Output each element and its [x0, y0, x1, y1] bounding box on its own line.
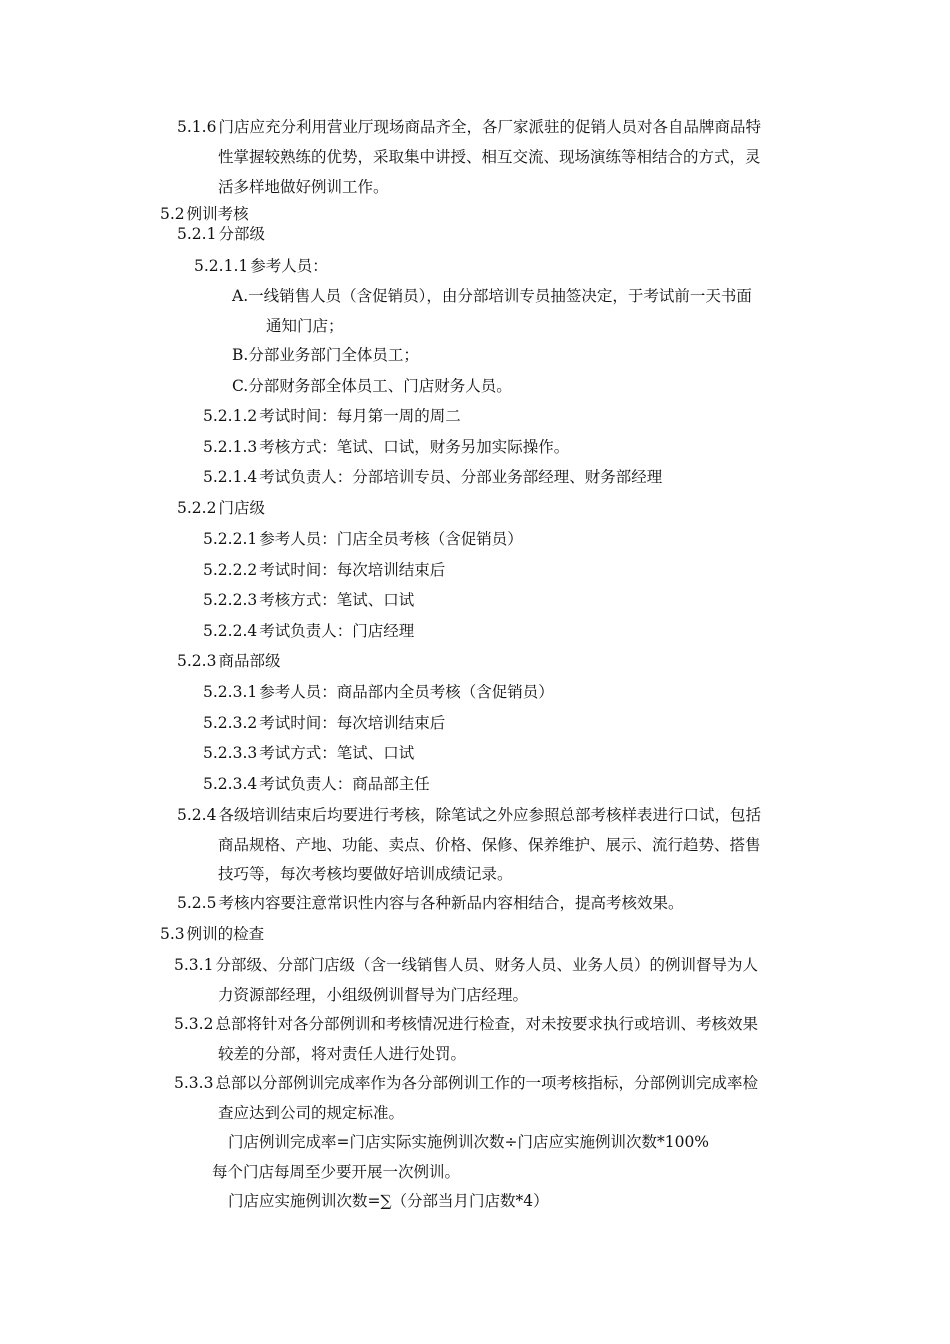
- clause-text: 查应达到公司的规定标准。: [218, 1104, 405, 1122]
- clause-text: 考试时间：每次培训结束后: [259, 561, 446, 579]
- clause-number: 5.2.3.1: [203, 683, 258, 701]
- weekly-requirement: [212, 1162, 460, 1182]
- clause-text: 分部级、分部门店级（含一线销售人员、财务人员、业务人员）的例训督导为人: [215, 956, 758, 974]
- clause-5-1-6-cont-1: [218, 147, 761, 167]
- clause-number: 5.2.4: [177, 806, 217, 824]
- clause-text: 参考人员：门店全员考核（含促销员）: [259, 530, 523, 548]
- clause-number: 5.2.1.3: [203, 438, 258, 456]
- clause-5-3-1: [174, 955, 758, 975]
- clause-5-3-1-cont: [218, 985, 528, 1005]
- clause-text: 商品部级: [218, 652, 281, 670]
- clause-5-3-3-cont: [218, 1103, 404, 1123]
- item-a: [232, 286, 752, 306]
- clause-text: 每个门店每周至少要开展一次例训。: [212, 1163, 461, 1181]
- clause-5-1-6: [177, 117, 761, 137]
- item-a-cont: [266, 316, 344, 336]
- clause-text: 总部以分部例训完成率作为各分部例训工作的一项考核指标，分部例训完成率检: [215, 1074, 758, 1092]
- clause-5-2-2-3: [203, 590, 414, 610]
- clause-5-2-1-2: [203, 406, 461, 426]
- clause-text: 门店应充分利用营业厅现场商品齐全，各厂家派驻的促销人员对各自品牌商品特: [218, 118, 761, 136]
- clause-number: 5.2.2.1: [203, 530, 258, 548]
- clause-5-2-1-4: [203, 467, 662, 487]
- clause-number: 5.2.2.4: [203, 622, 258, 640]
- clause-number: 5.2.2.2: [203, 561, 258, 579]
- clause-text: C.分部财务部全体员工、门店财务人员。: [232, 377, 512, 395]
- clause-text: 活多样地做好例训工作。: [218, 178, 389, 196]
- clause-5-3-2: [174, 1014, 758, 1034]
- clause-text: 总部将针对各分部例训和考核情况进行检查，对未按要求执行或培训、考核效果: [215, 1015, 758, 1033]
- clause-5-2-3-4: [203, 774, 430, 794]
- formula-text: 门店应实施例训次数=∑（分部当月门店数*4）: [228, 1192, 549, 1210]
- clause-5-2-5: [177, 893, 683, 913]
- clause-number: 5.3.2: [174, 1015, 214, 1033]
- clause-text: 考试时间：每月第一周的周二: [259, 407, 461, 425]
- clause-text: 考试方式：笔试、口试: [259, 744, 415, 762]
- clause-5-2-4-cont-1: [218, 835, 761, 855]
- clause-5-3-3: [174, 1073, 758, 1093]
- clause-5-2-1-3: [203, 437, 569, 457]
- clause-text: 各级培训结束后均要进行考核，除笔试之外应参照总部考核样表进行口试，包括: [218, 806, 761, 824]
- clause-number: 5.2.3: [177, 652, 217, 670]
- clause-number: 5.3.3: [174, 1074, 214, 1092]
- clause-5-2-2: [177, 498, 265, 518]
- clause-5-2-4: [177, 805, 761, 825]
- clause-text: 考试负责人：门店经理: [259, 622, 415, 640]
- clause-number: 5.1.6: [177, 118, 217, 136]
- clause-number: 5.3: [160, 925, 185, 943]
- clause-5-2-1-1: [194, 256, 328, 276]
- clause-text: 性掌握较熟练的优势，采取集中讲授、相互交流、现场演练等相结合的方式，灵: [218, 148, 761, 166]
- clause-text: B.分部业务部门全体员工；: [232, 346, 419, 364]
- clause-text: 商品规格、产地、功能、卖点、价格、保修、保养维护、展示、流行趋势、搭售: [218, 836, 761, 854]
- clause-5-1-6-cont-2: [218, 177, 389, 197]
- item-c: [232, 376, 512, 396]
- clause-text: 通知门店；: [266, 317, 344, 335]
- clause-text: 考核内容要注意常识性内容与各种新品内容相结合，提高考核效果。: [218, 894, 684, 912]
- clause-text: 力资源部经理，小组级例训督导为门店经理。: [218, 986, 529, 1004]
- clause-5-2-1: [177, 224, 265, 244]
- clause-number: 5.2.1: [177, 225, 217, 243]
- clause-number: 5.2.5: [177, 894, 217, 912]
- clause-number: 5.2.1.4: [203, 468, 258, 486]
- clause-text: 考试时间：每次培训结束后: [259, 714, 446, 732]
- clause-5-2-4-cont-2: [218, 864, 513, 884]
- clause-text: 例训的检查: [186, 925, 265, 943]
- clause-number: 5.2.3.4: [203, 775, 258, 793]
- clause-text: 考核方式：笔试、口试: [259, 591, 415, 609]
- section-5-2: [160, 204, 249, 224]
- clause-5-2-2-2: [203, 560, 445, 580]
- clause-5-2-3: [177, 651, 280, 671]
- clause-number: 5.2: [160, 205, 185, 223]
- clause-text: 分部级: [218, 225, 265, 243]
- clause-number: 5.2.1.2: [203, 407, 258, 425]
- section-5-3: [160, 924, 264, 944]
- clause-5-2-2-1: [203, 529, 523, 549]
- clause-5-2-3-3: [203, 743, 414, 763]
- clause-number: 5.3.1: [174, 956, 214, 974]
- clause-text: 考试负责人：商品部主任: [259, 775, 430, 793]
- clause-text: 例训考核: [186, 205, 249, 223]
- clause-number: 5.2.3.2: [203, 714, 258, 732]
- clause-5-3-2-cont: [218, 1044, 466, 1064]
- clause-text: 参考人员：商品部内全员考核（含促销员）: [259, 683, 554, 701]
- clause-number: 5.2.1.1: [194, 257, 249, 275]
- clause-text: 技巧等，每次考核均要做好培训成绩记录。: [218, 865, 513, 883]
- formula-completion-rate: [228, 1132, 709, 1152]
- clause-number: 5.2.3.3: [203, 744, 258, 762]
- clause-number: 5.2.2.3: [203, 591, 258, 609]
- clause-number: 5.2.2: [177, 499, 217, 517]
- clause-5-2-3-2: [203, 713, 445, 733]
- clause-5-2-2-4: [203, 621, 414, 641]
- clause-text: A.一线销售人员（含促销员），由分部培训专员抽签决定，于考试前一天书面: [232, 287, 752, 305]
- clause-text: 参考人员：: [250, 257, 328, 275]
- formula-text: 门店例训完成率=门店实际实施例训次数÷门店应实施例训次数*100%: [228, 1133, 710, 1151]
- clause-text: 考试负责人：分部培训专员、分部业务部经理、财务部经理: [259, 468, 663, 486]
- item-b: [232, 345, 419, 365]
- clause-text: 考核方式：笔试、口试，财务另加实际操作。: [259, 438, 570, 456]
- formula-required-count: [228, 1191, 549, 1211]
- clause-text: 门店级: [218, 499, 265, 517]
- clause-text: 较差的分部，将对责任人进行处罚。: [218, 1045, 467, 1063]
- clause-5-2-3-1: [203, 682, 554, 702]
